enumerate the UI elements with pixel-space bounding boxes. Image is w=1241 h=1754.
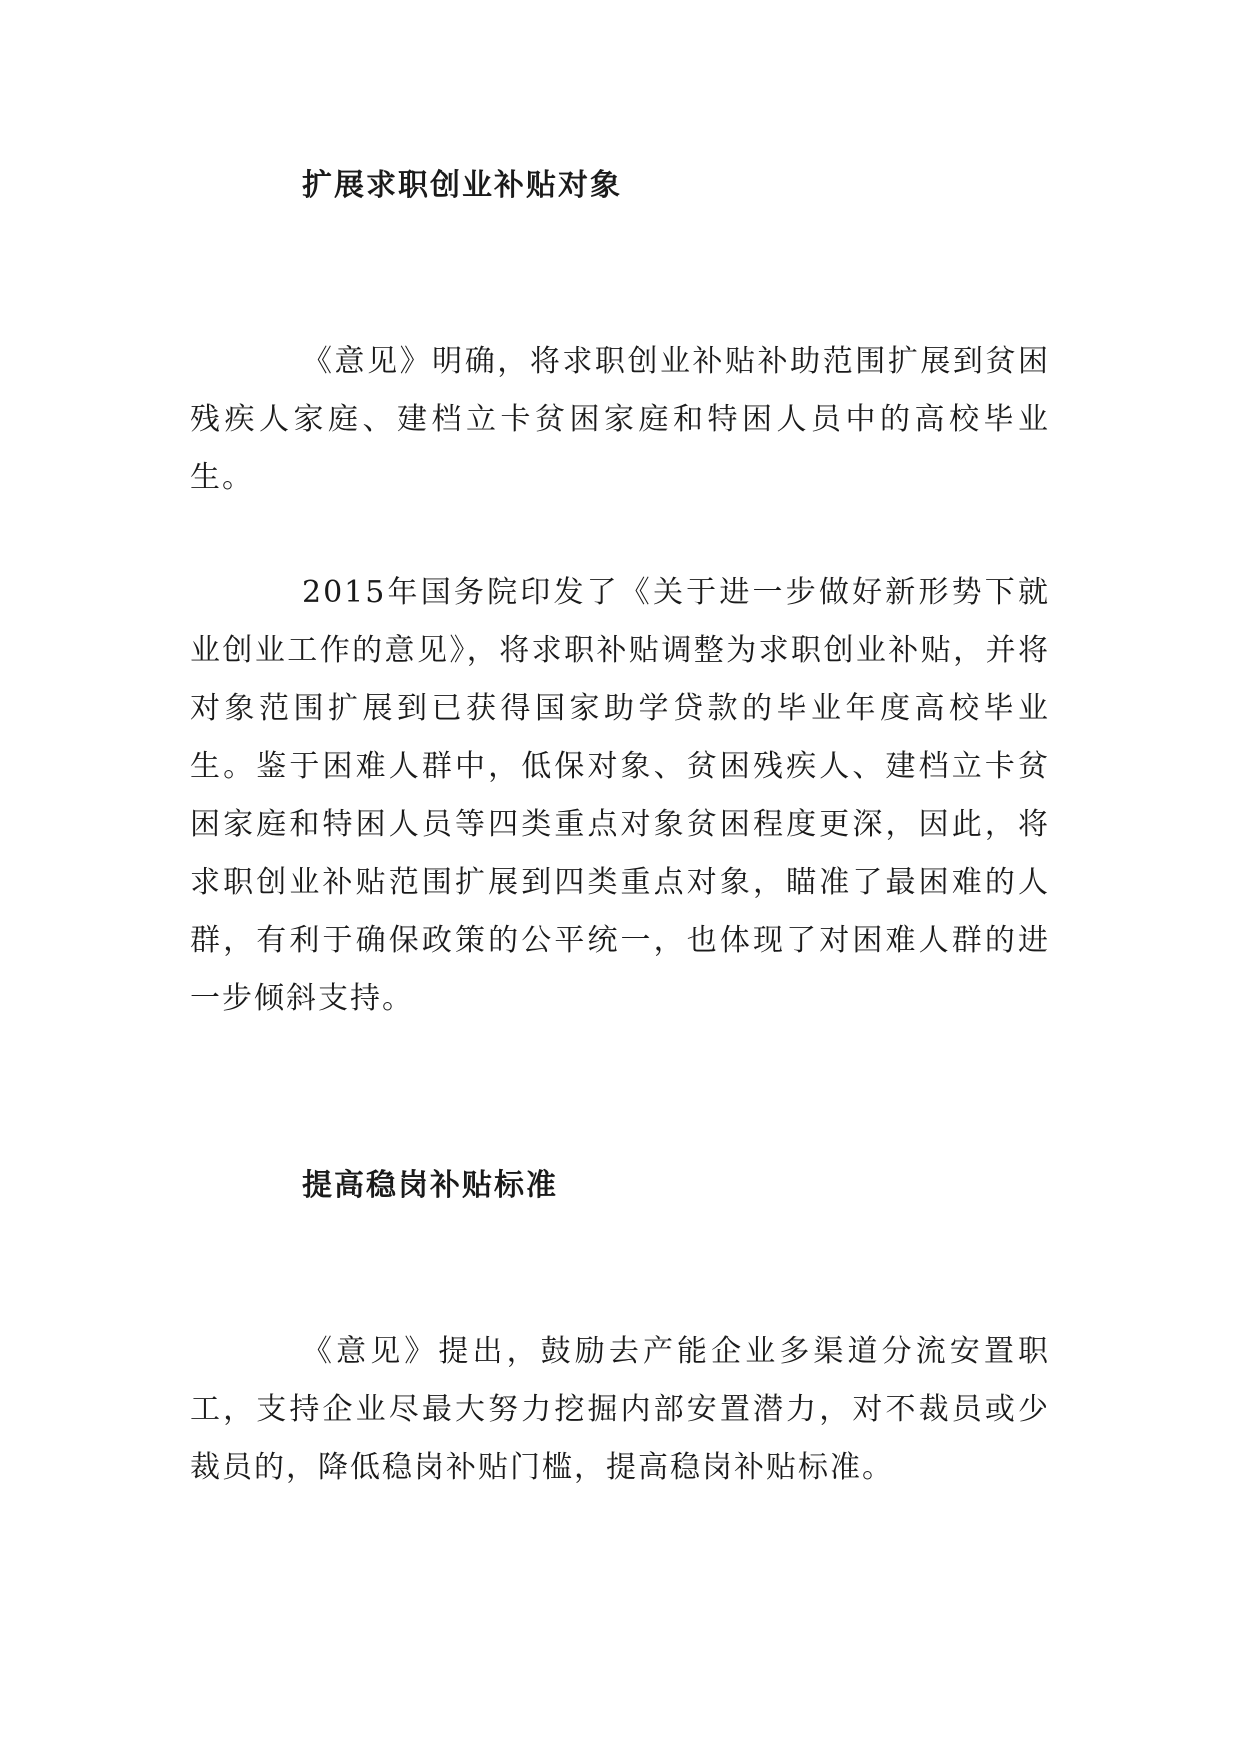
paragraph: 2015年国务院印发了《关于进一步做好新形势下就业创业工作的意见》，将求职补贴调整为求职创业补贴，并将对象范围扩展到已获得国家助学贷款的毕业年度高校毕业生。鉴于困难人群中，低保对象、贫困残疾人、建档立卡贫困家庭和特困人员等四类重点对象贫困程度更深，因此，将求职创业补贴范围扩展到四类重点对象，瞄准了最困难的人群，有利于确保政策的公平统一，也体现了对困难人群的进一步倾斜支持。 bbox=[190, 575, 1050, 1016]
paragraph: 《意见》提出，鼓励去产能企业多渠道分流安置职工，支持企业尽最大努力挖掘内部安置潜力，对不裁员或少裁员的，降低稳岗补贴门槛，提高稳岗补贴标准。 bbox=[190, 1334, 1050, 1485]
section-heading: 提高稳岗补贴标准 bbox=[302, 1168, 558, 1203]
section-heading: 扩展求职创业补贴对象 bbox=[302, 168, 622, 203]
paragraph: 《意见》明确，将求职创业补贴补助范围扩展到贫困残疾人家庭、建档立卡贫困家庭和特困人员中的高校毕业生。 bbox=[190, 344, 1050, 495]
